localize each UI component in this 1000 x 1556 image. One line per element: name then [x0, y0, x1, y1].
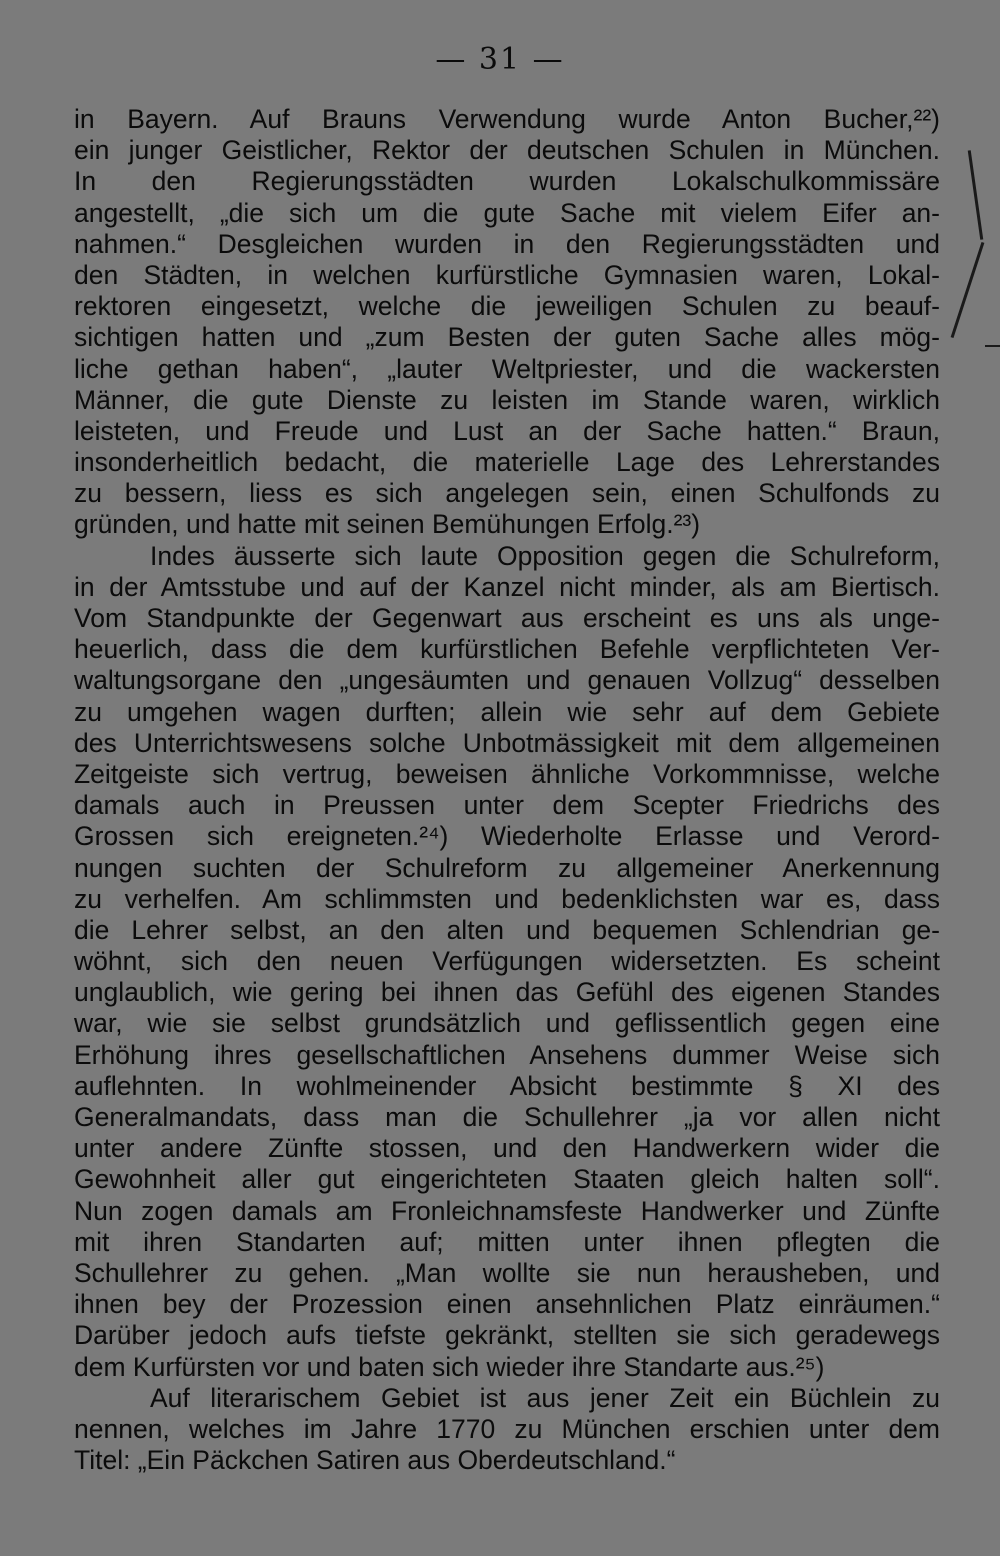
- text-line: Auf literarischem Gebiet ist aus jener Zeit ein Büchlein zu: [150, 1382, 940, 1413]
- margin-pencil-mark: [985, 345, 1000, 347]
- margin-pencil-mark: [951, 242, 985, 338]
- text-line: angestellt, „die sich um die gute Sache mit vielem Eifer an-: [74, 197, 940, 228]
- text-line: in Bayern. Auf Brauns Verwendung wurde Anton Bucher,²²): [74, 104, 940, 134]
- text-line: nungen suchten der Schulreform zu allgemeiner Anerkennung: [74, 852, 940, 883]
- text-line: Vom Standpunkte der Gegenwart aus erscheint es uns als unge-: [74, 603, 940, 633]
- text-line: war, wie sie selbst grundsätzlich und geflissentlich gegen eine: [74, 1008, 940, 1039]
- page-number: — 31 —: [435, 42, 565, 77]
- text-line: Nun zogen damals am Fronleichnamsfeste Handwerker und Zünfte: [74, 1195, 940, 1226]
- text-line: damals auch in Preussen unter dem Scepter Friedrichs des: [74, 790, 940, 821]
- text-line: zu verhelfen. Am schlimmsten und bedenklichsten war es, dass: [74, 883, 940, 914]
- text-line: In den Regierungsstädten wurden Lokalschulkommissäre: [74, 166, 940, 197]
- text-line: mit ihren Standarten auf; mitten unter ihnen pflegten die: [74, 1226, 940, 1257]
- text-line: des Unterrichtswesens solche Unbotmässigkeit mit dem allgemeinen: [74, 727, 940, 758]
- text-line: ihnen bey der Prozession einen ansehnlichen Platz einräumen.“: [74, 1289, 940, 1320]
- text-line: nennen, welches im Jahre 1770 zu München erschien unter dem: [74, 1413, 940, 1444]
- text-line: rektoren eingesetzt, welche die jeweiligen Schulen zu beauf-: [74, 291, 940, 322]
- text-line: dem Kurfürsten vor und baten sich wieder ihre Standarte aus.²⁵): [74, 1351, 825, 1382]
- text-line: auflehnten. In wohlmeinender Absicht bestimmte § XI des: [74, 1070, 940, 1101]
- text-line: Zeitgeiste sich vertrug, beweisen ähnliche Vorkommnisse, welche: [74, 758, 940, 789]
- margin-pencil-mark: [968, 150, 983, 240]
- text-line: insonderheitlich bedacht, die materielle Lage des Lehrerstandes: [74, 447, 940, 478]
- text-line: Darüber jedoch aufs tiefste gekränkt, stellten sie sich geradewegs: [74, 1320, 940, 1351]
- text-line: nahmen.“ Desgleichen wurden in den Regierungsstädten und: [74, 228, 940, 259]
- text-line: Grossen sich ereigneten.²⁴) Wiederholte Erlasse und Verord-: [74, 821, 940, 852]
- text-line: sichtigen hatten und „zum Besten der guten Sache alles mög-: [74, 322, 940, 353]
- text-line: wöhnt, sich den neuen Verfügungen widersetzten. Es scheint: [74, 946, 940, 977]
- text-line: heuerlich, dass die dem kurfürstlichen Befehle verpflichteten Ver-: [74, 634, 940, 665]
- text-line: waltungsorgane den „ungesäumten und genauen Vollzug“ desselben: [74, 665, 940, 696]
- text-line: Gewohnheit aller gut eingerichteten Staaten gleich halten soll“.: [74, 1164, 940, 1195]
- text-line: Schullehrer zu gehen. „Man wollte sie nun herausheben, und: [74, 1257, 940, 1288]
- text-line: zu umgehen wagen durften; allein wie sehr auf dem Gebiete: [74, 696, 940, 727]
- body-text: [74, 104, 940, 1476]
- text-line: liche gethan haben“, „lauter Weltpriester, und die wackersten: [74, 353, 940, 384]
- text-line: Männer, die gute Dienste zu leisten im Stande waren, wirklich: [74, 384, 940, 415]
- text-line: ein junger Geistlicher, Rektor der deutschen Schulen in München.: [74, 135, 940, 166]
- text-line: den Städten, in welchen kurfürstliche Gymnasien waren, Lokal-: [74, 259, 940, 290]
- text-line: gründen, und hatte mit seinen Bemühungen Erfolg.²³): [74, 509, 701, 540]
- text-line: Generalmandats, dass man die Schullehrer „ja vor allen nicht: [74, 1102, 940, 1132]
- text-line: unter andere Zünfte stossen, und den Handwerkern wider die: [74, 1133, 940, 1164]
- text-line: die Lehrer selbst, an den alten und bequemen Schlendrian ge-: [74, 914, 940, 945]
- text-line: Erhöhung ihres gesellschaftlichen Ansehens dummer Weise sich: [74, 1039, 940, 1070]
- text-line: leisteten, und Freude und Lust an der Sache hatten.“ Braun,: [74, 415, 940, 446]
- text-line: Titel: „Ein Päckchen Satiren aus Oberdeutschland.“: [74, 1445, 676, 1476]
- text-line: zu bessern, liess es sich angelegen sein, einen Schulfonds zu: [74, 478, 940, 509]
- text-line: in der Amtsstube und auf der Kanzel nicht minder, als am Biertisch.: [74, 571, 940, 602]
- text-line: unglaublich, wie gering bei ihnen das Gefühl des eigenen Standes: [74, 977, 940, 1008]
- text-line: Indes äusserte sich laute Opposition gegen die Schulreform,: [150, 540, 940, 571]
